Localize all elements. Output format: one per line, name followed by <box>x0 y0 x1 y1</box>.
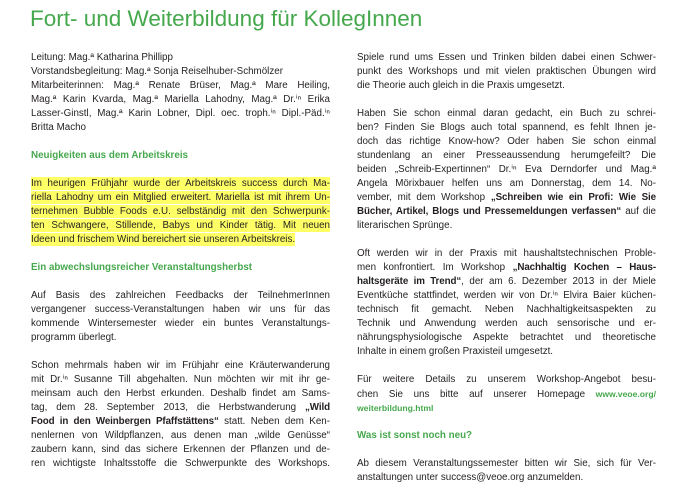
line-text: meinsam auch den Herbst erkunden. Deshalb findet am Sams- <box>31 388 330 399</box>
line-text: stundenlang an einer Presseaussendung herumgefeilt? Die <box>357 150 656 161</box>
line-text: men konfrontiert. Im Workshop <box>357 262 513 273</box>
section-heading-news: Neuigkeiten aus dem Arbeitskreis <box>31 150 188 161</box>
line-text: Für weitere Details zu unserem Workshop-Angebot besu- <box>357 374 656 385</box>
line-text: ben? Finden Sie Blogs auch total spannend, es fehlt Ihnen je- <box>357 122 656 133</box>
homepage-link[interactable]: weiterbildung.html <box>357 403 434 413</box>
text-line <box>31 107 330 121</box>
line-text: , der am 6. Dezember 2013 in der Miele <box>461 276 656 287</box>
text-line <box>31 79 330 93</box>
paragraph <box>357 107 656 233</box>
cooking-workshop-paragraph <box>357 247 656 359</box>
section-heading-events: Ein abwechslungsreicher Veranstaltungsherbst <box>31 262 253 273</box>
text-line <box>31 303 330 317</box>
line-text: ten Schwangere, Stillende, Babys und Kinder tätig. Mit neuen <box>31 220 330 231</box>
paragraph <box>357 457 656 485</box>
text-line <box>31 373 330 387</box>
right-column <box>357 51 656 499</box>
page-title: Fort- und Weiterbildung für KollegInnen <box>30 6 423 31</box>
text-line <box>357 289 656 303</box>
line-text: zaubern kann, sind das sichere Erkennen der Pflanzen und de- <box>31 444 330 455</box>
text-line <box>357 205 656 219</box>
text-line <box>357 163 656 177</box>
text-line <box>31 65 330 79</box>
line-text: programm überlegt. <box>31 332 117 343</box>
text-line <box>357 303 656 317</box>
line-text: kommende Wintersemester wieder ein buntes Veranstaltungs- <box>31 318 330 329</box>
text-line <box>31 415 330 429</box>
line-text: statt. Neben dem Ken- <box>218 416 330 427</box>
text-line <box>357 219 656 233</box>
text-line <box>357 261 656 275</box>
line-text: tag, dem 28. September 2013, die Herbstwanderung <box>31 402 305 413</box>
text-line <box>357 79 656 93</box>
line-text: Angela Mörixbauer helfen uns am Donnerstag, dem 14. No- <box>357 178 656 189</box>
paragraph <box>31 177 330 247</box>
text-line <box>31 121 330 135</box>
text-line <box>357 121 656 135</box>
text-line <box>31 93 330 107</box>
text-line <box>31 177 330 191</box>
text-line <box>31 317 330 331</box>
text-line <box>357 317 656 331</box>
text-line <box>357 331 656 345</box>
paragraph <box>357 373 656 415</box>
line-text: chen Sie uns bitte auf unserer Homepage <box>357 389 596 400</box>
homepage-link[interactable]: www.veoe.org/ <box>595 389 656 399</box>
other-news-paragraph <box>357 457 656 485</box>
line-text: literarischen Sprünge. <box>357 220 453 231</box>
bold-text: „Schreiben wie ein Profi: Wie Sie <box>490 192 656 203</box>
section-heading-other-news: Was ist sonst noch neu? <box>357 430 473 441</box>
text-line <box>357 471 656 485</box>
paragraph <box>31 51 330 65</box>
writing-workshop-paragraph <box>357 107 656 233</box>
text-line <box>357 387 656 401</box>
bold-text: Food in den Weinbergen Pfaffstättens“ <box>31 416 219 427</box>
line-text: die Theorie auch gleich in die Praxis umgesetzt. <box>357 80 565 91</box>
paragraph <box>357 51 656 93</box>
events-intro-paragraph <box>31 289 330 345</box>
text-line <box>31 457 330 471</box>
paragraph <box>357 247 656 359</box>
highlighted-news-paragraph <box>31 177 330 247</box>
line-text: Ab diesem Veranstaltungssemester bitten wir Sie, sich für Ver- <box>357 458 656 469</box>
line-text: Haben Sie schon einmal daran gedacht, ein Buch zu schrei- <box>357 108 656 119</box>
bold-text: Bücher, Artikel, Blogs und Pressemeldungen verfassen“ <box>357 206 622 217</box>
text-line <box>31 331 330 345</box>
line-text: nenlernen von Wildpflanzen, aus denen man „wilde Genüsse“ <box>31 430 330 441</box>
text-line <box>31 289 330 303</box>
line-text: Technik und Anwendung werden auch sensorische und er- <box>357 318 656 329</box>
line-text: Eventküche stattfindet, werden wir von Dr.ⁱⁿ Elvira Baier küchen- <box>357 290 656 301</box>
line-text: Auf Basis des zahlreichen Feedbacks der TeilnehmerInnen <box>31 290 330 301</box>
text-line <box>31 401 330 415</box>
text-line <box>357 457 656 471</box>
line-text: Im heurigen Frühjahr wurde der Arbeitskreis success durch Ma- <box>31 178 330 189</box>
text-line <box>31 443 330 457</box>
text-line <box>357 247 656 261</box>
line-text: vember, mit dem Workshop <box>357 192 491 203</box>
line-text: Mag.ª Karin Kvarda, Mag.ª Mariella Lahodny, Mag.ª Dr.ⁱⁿ Erika <box>31 94 330 105</box>
text-line <box>357 65 656 79</box>
line-text: Lasser-Ginstl, Mag.ª Karin Lobner, Dipl. oec. troph.ⁱⁿ Dipl.-Päd.ⁱⁿ <box>31 108 330 119</box>
text-line <box>31 387 330 401</box>
team-list <box>31 51 330 135</box>
bold-text: „Wild <box>305 402 330 413</box>
paragraph <box>31 65 330 79</box>
text-line <box>31 205 330 219</box>
text-line <box>357 275 656 289</box>
line-text: Leitung: Mag.ª Katharina Phillipp <box>31 52 173 63</box>
line-text: Vorstandsbegleitung: Mag.ª Sonja Reiselhuber-Schmölzer <box>31 66 283 77</box>
text-line <box>357 149 656 163</box>
left-column <box>31 51 330 485</box>
text-line <box>357 135 656 149</box>
text-line <box>357 177 656 191</box>
line-text: Spiele rund ums Essen und Trinken bilden dabei einen Schwer- <box>357 52 656 63</box>
bold-text: haltsgeräte im Trend“ <box>357 276 462 287</box>
text-line <box>357 107 656 121</box>
line-text: mit Dr.ⁱⁿ Susanne Till abgehalten. Nun möchten wir mit ihr ge- <box>31 374 330 385</box>
text-line <box>357 51 656 65</box>
line-text: punkt des Workshops und mit vielen praktischen Übungen wird <box>357 66 656 77</box>
bold-text: „Nachhaltig Kochen – Haus- <box>512 262 656 273</box>
line-text: ternehmen Bubble Foods e.U. selbständig mit den Schwerpunk- <box>31 206 330 217</box>
line-text: auf die <box>621 206 656 217</box>
line-text: technisch fit gemacht. Neben Nachhaltigkeitsaspekten zu <box>357 304 656 315</box>
text-line <box>31 191 330 205</box>
text-line <box>31 429 330 443</box>
more-info-paragraph <box>357 373 656 415</box>
paragraph <box>31 79 330 135</box>
line-text: Britta Macho <box>31 122 86 133</box>
text-line <box>357 401 656 415</box>
text-line <box>357 373 656 387</box>
herb-walk-continued-paragraph <box>357 51 656 93</box>
line-text: ren wichtigste Inhaltsstoffe die Schwerpunkte des Workshops. <box>31 458 330 469</box>
line-text: Ideen und frischem Wind bereichert sie unseren Arbeitskreis. <box>31 234 296 245</box>
line-text: vergangener success-Veranstaltungen haben wir uns für das <box>31 304 330 315</box>
line-text: Oft werden wir in der Praxis mit haushaltstechnischen Proble- <box>357 248 656 259</box>
line-text: beiden „Schreib-Expertinnen“ Dr.ⁱⁿ Eva Derndorfer und Mag.ª <box>357 164 656 175</box>
line-text: Inhalte in einem großen Praxisteil umgesetzt. <box>357 346 554 357</box>
line-text: Mitarbeiterinnen: Mag.ª Renate Brüser, Mag.ª Mare Heiling, <box>31 80 330 91</box>
paragraph <box>31 359 330 471</box>
line-text: doch das richtige Know-how? Oder haben Sie schon einmal <box>357 136 656 147</box>
line-text: anstaltungen unter success@veoe.org anzumelden. <box>357 472 584 483</box>
text-line <box>31 359 330 373</box>
text-line <box>31 219 330 233</box>
line-text: Schon mehrmals haben wir im Frühjahr eine Kräuterwanderung <box>31 360 330 371</box>
text-line <box>31 51 330 65</box>
text-line <box>357 345 656 359</box>
paragraph <box>31 289 330 345</box>
herb-walk-paragraph <box>31 359 330 471</box>
line-text: riella Lahodny um ein Mitglied erweitert. Mariella ist mit ihrem Un- <box>31 192 330 203</box>
text-line <box>357 191 656 205</box>
text-line <box>31 233 330 247</box>
line-text: nährungsphysiologische Aspekte betrachtet und theoretische <box>357 332 656 343</box>
